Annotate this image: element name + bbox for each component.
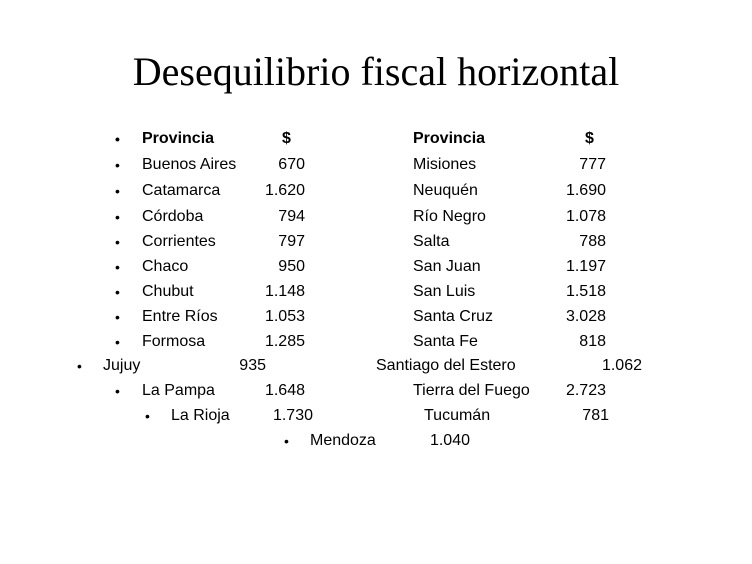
province-value: 1.078 (565, 208, 606, 225)
province-name: Tierra del Fuego (413, 382, 530, 399)
province-value: 1.148 (264, 283, 305, 300)
header-provincia-1: Provincia (142, 130, 215, 147)
bullet-icon: • (115, 131, 120, 147)
province-value: 818 (579, 333, 606, 350)
province-name: Salta (413, 233, 450, 250)
province-name: Tucumán (424, 407, 491, 424)
bullet-icon: • (115, 259, 120, 275)
province-name: Neuquén (413, 182, 478, 199)
province-value: 2.723 (565, 382, 606, 399)
province-name: Corrientes (142, 233, 216, 250)
province-value: 1.040 (429, 432, 470, 449)
province-name: Mendoza (310, 432, 376, 449)
province-value: 1.648 (264, 382, 305, 399)
province-value: 1.620 (264, 182, 305, 199)
bullet-icon: • (115, 284, 120, 300)
province-value: 1.285 (264, 333, 305, 350)
province-name: La Pampa (142, 382, 215, 399)
province-name: Jujuy (103, 357, 141, 374)
list-item (0, 154, 752, 176)
bullet-icon: • (115, 234, 120, 250)
list-item (0, 380, 752, 402)
bullet-icon: • (115, 309, 120, 325)
list-item (0, 231, 752, 253)
province-value: 670 (278, 156, 305, 173)
list-item (0, 256, 752, 278)
bullet-icon: • (115, 183, 120, 199)
province-name: Misiones (413, 156, 477, 173)
province-name: San Luis (413, 283, 476, 300)
province-name: Entre Ríos (142, 308, 218, 325)
province-value: 1.197 (565, 258, 606, 275)
list-item (0, 430, 752, 452)
province-value: 794 (278, 208, 305, 225)
province-name: Chubut (142, 283, 194, 300)
province-name: Catamarca (142, 182, 221, 199)
header-amount-2: $ (585, 130, 594, 147)
table-header-row (0, 128, 752, 150)
bullet-icon: • (115, 157, 120, 173)
province-value: 3.028 (565, 308, 606, 325)
bullet-icon: • (145, 408, 150, 424)
list-item (0, 331, 752, 353)
bullet-icon: • (115, 209, 120, 225)
slide-title: Desequilibrio fiscal horizontal (132, 49, 620, 94)
province-value: 1.053 (264, 308, 305, 325)
province-value: 935 (239, 357, 266, 374)
province-name: San Juan (413, 258, 481, 275)
province-value: 1.730 (272, 407, 313, 424)
list-item (0, 180, 752, 202)
list-item (0, 405, 752, 427)
province-value: 781 (582, 407, 609, 424)
province-value: 777 (579, 156, 606, 173)
province-value: 950 (278, 258, 305, 275)
bullet-icon: • (115, 334, 120, 350)
province-value: 797 (278, 233, 305, 250)
bullet-icon: • (115, 383, 120, 399)
province-name: Santa Cruz (413, 308, 494, 325)
header-provincia-2: Provincia (413, 130, 486, 147)
province-value: 1.518 (565, 283, 606, 300)
province-name: Formosa (142, 333, 206, 350)
bullet-icon: • (77, 358, 82, 374)
list-item (0, 206, 752, 228)
province-name: Buenos Aires (142, 156, 237, 173)
list-item (0, 281, 752, 303)
province-name: Chaco (142, 258, 189, 275)
province-name: Córdoba (142, 208, 204, 225)
list-item (0, 306, 752, 328)
province-value: 788 (579, 233, 606, 250)
province-name: Río Negro (413, 208, 486, 225)
province-name: Santiago del Estero (376, 357, 516, 374)
province-name: La Rioja (171, 407, 230, 424)
bullet-icon: • (284, 433, 289, 449)
header-amount-1: $ (282, 130, 291, 147)
province-name: Santa Fe (413, 333, 478, 350)
list-item (0, 355, 752, 377)
province-value: 1.690 (565, 182, 606, 199)
province-value: 1.062 (601, 357, 642, 374)
